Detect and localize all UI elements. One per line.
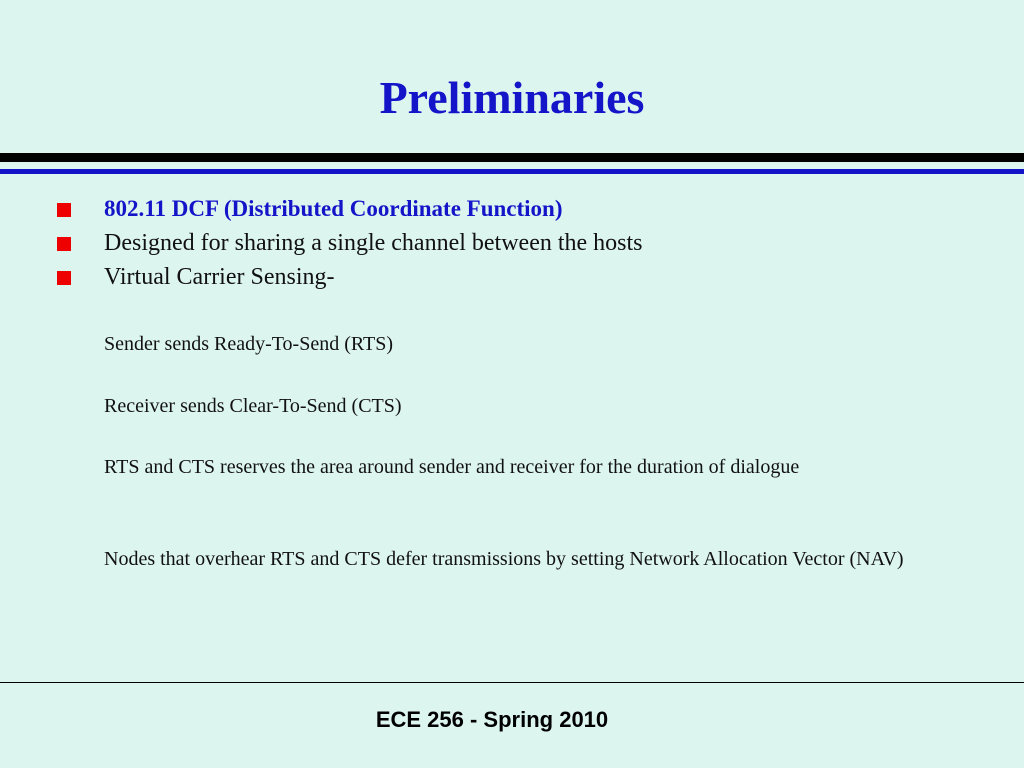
bullet-text: 802.11 DCF (Distributed Coordinate Function): [104, 196, 563, 221]
sub-point: RTS and CTS reserves the area around sender and receiver for the duration of dialogue: [104, 456, 800, 478]
footer-text: ECE 256 - Spring 2010: [375, 707, 609, 732]
bullet-text: Designed for sharing a single channel between the hosts: [104, 230, 643, 256]
sub-point: Sender sends Ready-To-Send (RTS): [104, 333, 394, 355]
red-square-bullet-icon: [57, 271, 71, 285]
footer-divider: [0, 682, 1024, 683]
slide-title: Preliminaries: [379, 72, 645, 123]
sub-point: Nodes that overhear RTS and CTS defer transmissions by setting Network Allocation Vector (NAV): [104, 548, 904, 570]
bullet-text: Virtual Carrier Sensing-: [104, 264, 335, 290]
red-square-bullet-icon: [57, 203, 71, 217]
title-divider-blue: [0, 169, 1024, 174]
sub-point: Receiver sends Clear-To-Send (CTS): [104, 395, 402, 417]
title-divider-thick: [0, 153, 1024, 162]
red-square-bullet-icon: [57, 237, 71, 251]
